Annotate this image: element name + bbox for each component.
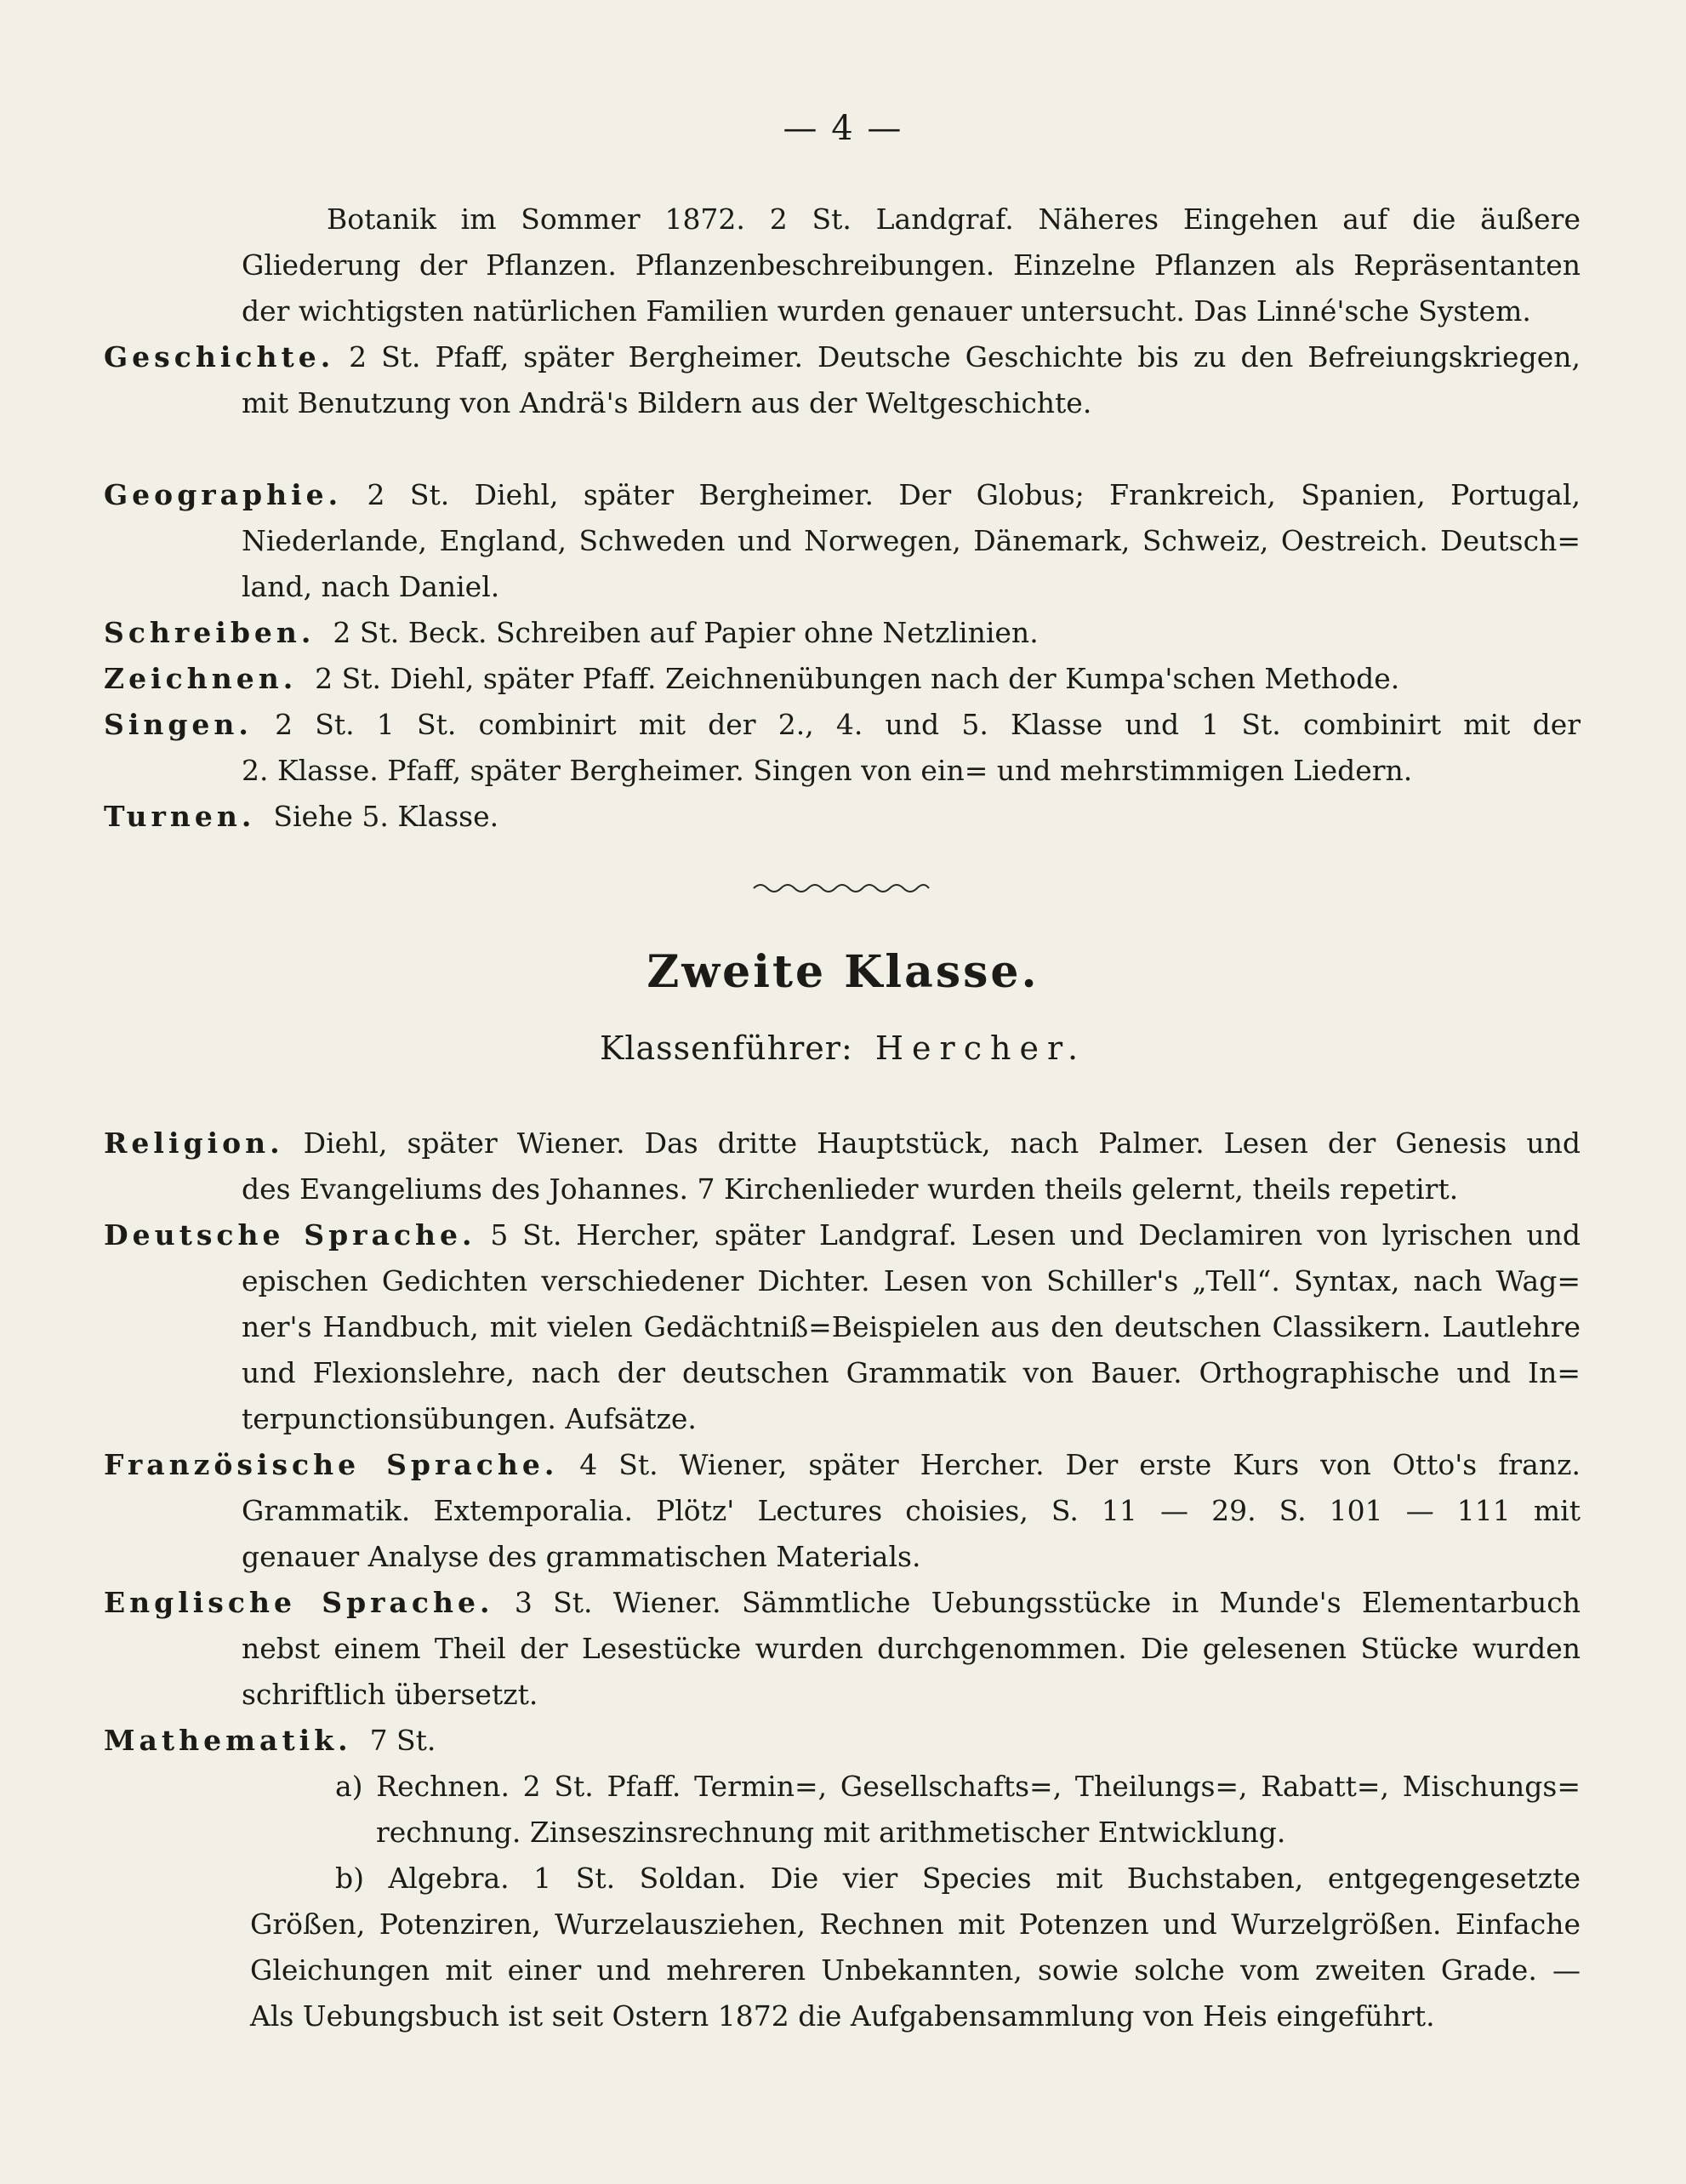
text-line: Gleichungen mit einer und mehreren Unbekannten, sowie solche vom zweiten Grade. — xyxy=(250,1953,1581,1987)
subject-heading: Singen. xyxy=(104,708,253,741)
subject-heading: Mathematik. xyxy=(104,1724,352,1757)
text-line: Niederlande, England, Schweden und Norwegen, Dänemark, Schweiz, Oestreich. Deutsch= xyxy=(242,524,1581,557)
text-line: b) Algebra. 1 St. Soldan. Die vier Species mit Buchstaben, entgegengesetzte xyxy=(335,1862,1581,1895)
text-line xyxy=(104,795,1581,839)
subject-heading: Geschichte. xyxy=(104,340,335,374)
text-line: Größen, Potenziren, Wurzelausziehen, Rechnen mit Potenzen und Wurzelgrößen. Einfache xyxy=(250,1907,1581,1941)
text-line: Botanik im Sommer 1872. 2 St. Landgraf. Näheres Eingehen auf die äußere xyxy=(327,202,1581,236)
text-line-body: 2 St. Diehl, später Pfaff. Zeichnenübungen nach der Kumpa'schen Methode. xyxy=(315,662,1400,695)
text-line xyxy=(104,611,1581,655)
text-line: der wichtigsten natürlichen Familien wurden genauer untersucht. Das Linné'sche System. xyxy=(242,294,1531,328)
text-line: mit Benutzung von Andrä's Bildern aus der Weltgeschichte. xyxy=(242,386,1092,419)
text-line: Gliederung der Pflanzen. Pflanzenbeschreibungen. Einzelne Pflanzen als Repräsentanten xyxy=(242,248,1581,282)
text-line: des Evangeliums des Johannes. 7 Kirchenlieder wurden theils gelernt, theils repetirt. xyxy=(242,1172,1459,1206)
text-line-body: Diehl, später Wiener. Das dritte Hauptstück, nach Palmer. Lesen der Genesis und xyxy=(303,1126,1581,1160)
text-line-body: 3 St. Wiener. Sämmtliche Uebungsstücke in Munde's Elementarbuch xyxy=(514,1586,1581,1619)
text-line: Als Uebungsbuch ist seit Ostern 1872 die Aufgabensammlung von Heis eingeführt. xyxy=(250,1999,1435,2033)
text-line xyxy=(104,1581,1581,1625)
text-line: genauer Analyse des grammatischen Materials. xyxy=(242,1540,921,1573)
subject-heading: Religion. xyxy=(104,1126,284,1160)
subject-heading: Englische Sprache. xyxy=(104,1586,494,1619)
text-line xyxy=(104,1443,1581,1487)
text-line-body: 2 St. Beck. Schreiben auf Papier ohne Netzlinien. xyxy=(333,616,1039,649)
subject-heading: Deutsche Sprache. xyxy=(104,1218,476,1252)
text-line xyxy=(104,703,1581,747)
text-line xyxy=(104,1719,1581,1763)
text-line-body: 7 St. xyxy=(369,1724,436,1757)
subject-heading: Französische Sprache. xyxy=(104,1448,559,1481)
class-leader-name: Hercher. xyxy=(874,1029,1087,1067)
text-line: nebst einem Theil der Lesestücke wurden durchgenommen. Die gelesenen Stücke wurden xyxy=(242,1632,1581,1665)
class-leader xyxy=(0,1029,1686,1067)
text-line xyxy=(104,473,1581,517)
text-line-body: 2 St. 1 St. combinirt mit der 2., 4. und 5. Klasse und 1 St. combinirt mit der xyxy=(275,708,1581,741)
class-leader-label: Klassenführer: xyxy=(599,1029,853,1067)
page-number: — 4 — xyxy=(783,109,903,148)
text-line xyxy=(104,335,1581,379)
text-line: 2. Klasse. Pfaff, später Bergheimer. Singen von ein= und mehrstimmigen Liedern. xyxy=(242,754,1413,787)
subject-heading: Geographie. xyxy=(104,478,343,511)
text-line-body: 4 St. Wiener, später Hercher. Der erste Kurs von Otto's franz. xyxy=(579,1448,1581,1481)
text-line-body: Siehe 5. Klasse. xyxy=(273,800,499,833)
subject-heading: Turnen. xyxy=(104,800,256,833)
text-line xyxy=(104,657,1581,701)
text-line: schriftlich übersetzt. xyxy=(242,1678,538,1711)
text-line: land, nach Daniel. xyxy=(242,570,500,603)
text-line: rechnung. Zinseszinsrechnung mit arithmetischer Entwicklung. xyxy=(376,1816,1286,1849)
text-line: a) Rechnen. 2 St. Pfaff. Termin=, Gesellschafts=, Theilungs=, Rabatt=, Mischungs= xyxy=(335,1770,1581,1803)
text-line: und Flexionslehre, nach der deutschen Grammatik von Bauer. Orthographische und In= xyxy=(242,1356,1581,1389)
text-line: Grammatik. Extemporalia. Plötz' Lectures choisies, S. 11 — 29. S. 101 — 111 mit xyxy=(242,1494,1581,1527)
text-line-body: 5 St. Hercher, später Landgraf. Lesen und Declamiren von lyrischen und xyxy=(490,1218,1581,1252)
text-line: terpunctionsübungen. Aufsätze. xyxy=(242,1402,697,1435)
text-line: ner's Handbuch, mit vielen Gedächtniß=Beispielen aus den deutschen Classikern. Lautlehre xyxy=(242,1310,1581,1343)
subject-heading: Schreiben. xyxy=(104,616,316,649)
text-line xyxy=(104,1121,1581,1166)
text-line: epischen Gedichten verschiedener Dichter. Lesen von Schiller's „Tell“. Syntax, nach Wag= xyxy=(242,1264,1581,1297)
ornament-divider xyxy=(752,880,931,897)
text-line xyxy=(104,1213,1581,1257)
text-line-body: 2 St. Pfaff, später Bergheimer. Deutsche Geschichte bis zu den Befreiungskriegen, xyxy=(349,340,1581,374)
text-line-body: 2 St. Diehl, später Bergheimer. Der Globus; Frankreich, Spanien, Portugal, xyxy=(367,478,1581,511)
section-title: Zweite Klasse. xyxy=(646,946,1040,998)
subject-heading: Zeichnen. xyxy=(104,662,298,695)
